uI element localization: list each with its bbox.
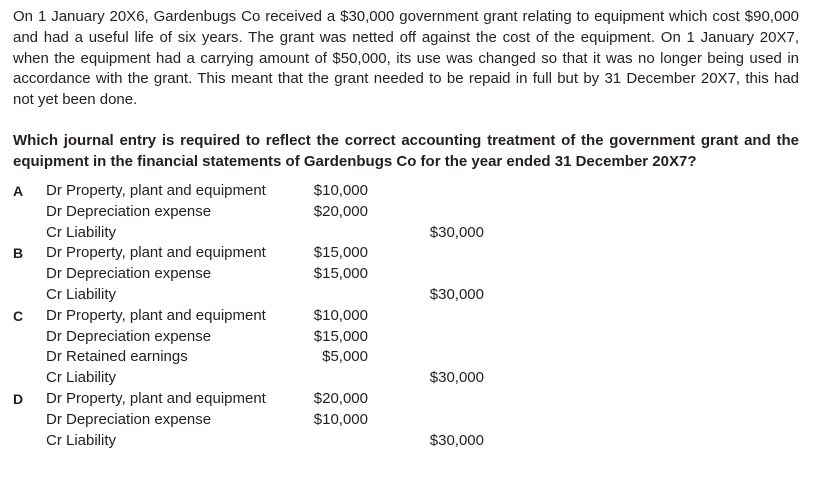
credit-amount: $30,000 <box>429 285 484 303</box>
credit-amount: $30,000 <box>429 431 484 449</box>
option-letter: D <box>13 390 24 407</box>
account-name: Dr Depreciation expense <box>46 327 212 345</box>
journal-line <box>13 306 513 327</box>
journal-line <box>13 223 513 244</box>
option-letter: A <box>13 183 24 199</box>
account-name: Dr Property, plant and equipment <box>46 182 266 199</box>
answer-options <box>13 181 513 451</box>
debit-amount: $15,000 <box>313 327 368 345</box>
debit-amount: $20,000 <box>313 389 368 407</box>
journal-line <box>13 347 513 368</box>
option-a[interactable] <box>13 181 513 243</box>
journal-line <box>13 327 513 348</box>
debit-amount: $10,000 <box>313 410 368 428</box>
journal-line <box>13 202 513 223</box>
journal-line <box>13 431 513 452</box>
journal-line <box>13 389 513 410</box>
account-name: Cr Liability <box>46 285 117 303</box>
option-letter: C <box>13 307 24 324</box>
question-text: Which journal entry is required to reflect the correct accounting treatment of the government grant and the equipment in the financial statements of Gardenbugs Co for the year ended 31 December 20X7? <box>13 132 799 170</box>
debit-amount: $5,000 <box>322 348 368 366</box>
account-name: Dr Depreciation expense <box>46 202 212 220</box>
scenario-paragraph: On 1 January 20X6, Gardenbugs Co received a $30,000 government grant relating to equipment which cost $90,000 and had a useful life of six years. The grant was netted off against the cost of the equipment. On 1 January 20X7, when the equipment had a carrying amount of $50,000, its use was changed so that it was no longer being used in accordance with the grant. This meant that the grant needed to be repaid in full but by 31 December 20X7, this had not yet been done. <box>13 8 799 109</box>
option-letter: B <box>13 245 24 262</box>
debit-amount: $20,000 <box>313 202 368 220</box>
journal-line <box>13 368 513 389</box>
option-b[interactable] <box>13 243 513 305</box>
debit-amount: $10,000 <box>313 182 368 199</box>
debit-amount: $15,000 <box>313 244 368 262</box>
account-name: Dr Depreciation expense <box>46 410 212 428</box>
debit-amount: $10,000 <box>313 306 368 324</box>
account-name: Cr Liability <box>46 223 117 241</box>
account-name: Cr Liability <box>46 369 117 387</box>
credit-amount: $30,000 <box>429 369 484 387</box>
debit-amount: $15,000 <box>313 265 368 283</box>
credit-amount: $30,000 <box>429 223 484 241</box>
option-c[interactable] <box>13 306 513 389</box>
journal-line <box>13 410 513 431</box>
account-name: Dr Retained earnings <box>46 348 188 366</box>
account-name: Dr Property, plant and equipment <box>46 244 266 262</box>
journal-line <box>13 181 513 202</box>
journal-line <box>13 264 513 285</box>
option-d[interactable] <box>13 389 513 451</box>
account-name: Dr Depreciation expense <box>46 265 212 283</box>
journal-line <box>13 243 513 264</box>
account-name: Dr Property, plant and equipment <box>46 306 266 324</box>
account-name: Cr Liability <box>46 431 117 449</box>
journal-line <box>13 285 513 306</box>
account-name: Dr Property, plant and equipment <box>46 389 266 407</box>
